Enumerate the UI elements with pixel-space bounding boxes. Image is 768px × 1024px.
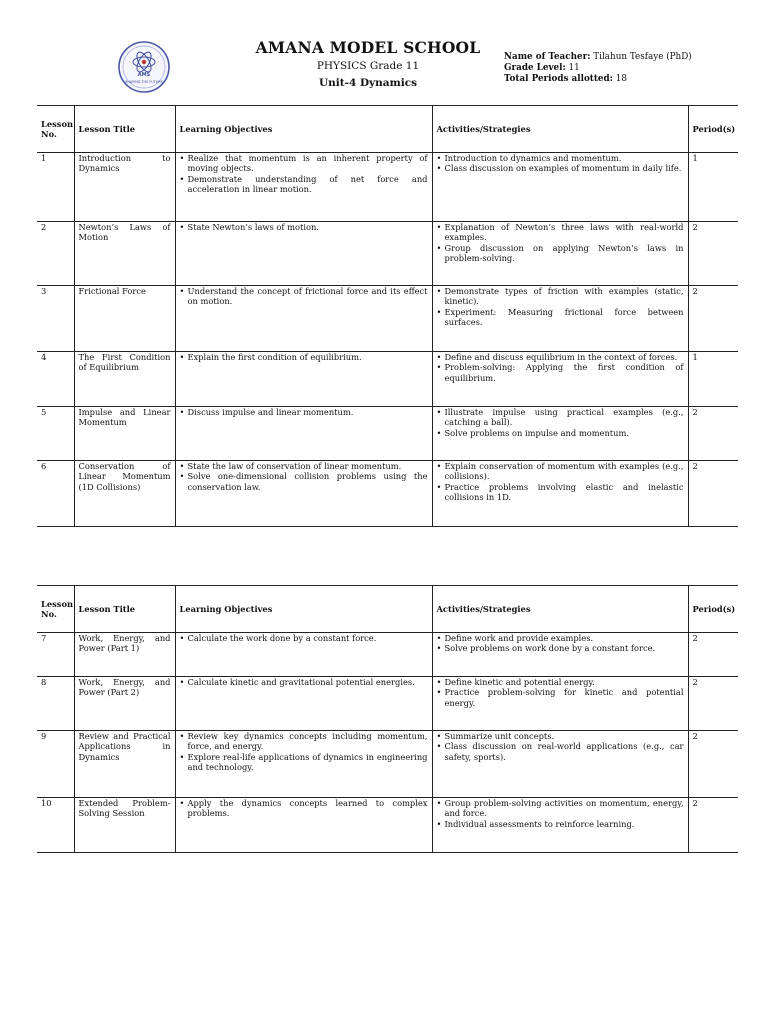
- list-item: • Explore real-life applications of dynamics in engineering and technology.: [180, 752, 428, 773]
- objectives-cell: [175, 461, 432, 527]
- periods-cell: 2: [688, 633, 738, 677]
- objectives-cell: [175, 222, 432, 286]
- periods-cell: 2: [688, 731, 738, 798]
- objectives-cell-list: [180, 286, 428, 307]
- list-item: • Understand the concept of frictional force and its effect on motion.: [180, 286, 428, 307]
- list-item: • Explanation of Newton’s three laws with real-world examples.: [437, 222, 684, 243]
- lesson-no-cell: 9: [37, 731, 74, 798]
- table-row: [37, 222, 738, 286]
- table-row: [37, 461, 738, 527]
- activities-cell: [432, 798, 688, 853]
- periods-cell: 1: [688, 352, 738, 407]
- lesson-title-cell: Extended Problem-Solving Session: [74, 798, 175, 853]
- objectives-cell: [175, 731, 432, 798]
- periods-cell: 2: [688, 798, 738, 853]
- list-item: • Solve problems on work done by a constant force.: [437, 643, 684, 653]
- teacher-line: [504, 52, 692, 63]
- table-row: [37, 352, 738, 407]
- objectives-cell: [175, 633, 432, 677]
- table-row: [37, 798, 738, 853]
- list-item: • Group problem-solving activities on momentum, energy, and force.: [437, 798, 684, 819]
- periods-cell: 2: [688, 677, 738, 731]
- lesson-no-cell: 6: [37, 461, 74, 527]
- list-item: • Solve one-dimensional collision problems using the conservation law.: [180, 471, 428, 492]
- svg-text:AMS: AMS: [137, 72, 151, 78]
- activities-cell: [432, 222, 688, 286]
- list-item: • Practice problem-solving for kinetic and potential energy.: [437, 687, 684, 708]
- teacher-value: Tilahun Tesfaye (PhD): [593, 52, 692, 62]
- list-item: • Experiment: Measuring frictional force between surfaces.: [437, 307, 684, 328]
- table-header-row: [37, 106, 738, 153]
- activities-cell: [432, 731, 688, 798]
- objectives-cell-list: [180, 633, 428, 643]
- lesson-title-cell: The First Condition of Equilibrium: [74, 352, 175, 407]
- teacher-label: Name of Teacher:: [504, 52, 591, 62]
- table-row: [37, 633, 738, 677]
- list-item: • Define and discuss equilibrium in the context of forces.: [437, 352, 684, 362]
- table-row: [37, 286, 738, 352]
- activities-cell-list: [437, 461, 684, 503]
- list-item: • Explain conservation of momentum with examples (e.g., collisions).: [437, 461, 684, 482]
- list-item: • Explain the first condition of equilibrium.: [180, 352, 428, 362]
- objectives-cell-list: [180, 352, 428, 362]
- lesson-title-cell: Review and Practical Applications in Dynamics: [74, 731, 175, 798]
- lesson-no-cell: 2: [37, 222, 74, 286]
- lesson-title-cell: Work, Energy, and Power (Part 1): [74, 633, 175, 677]
- activities-cell: [432, 407, 688, 461]
- activities-cell-list: [437, 731, 684, 762]
- periods-line: [504, 74, 692, 85]
- activities-cell: [432, 352, 688, 407]
- table-row: [37, 153, 738, 222]
- list-item: • Discuss impulse and linear momentum.: [180, 407, 428, 417]
- objectives-cell: [175, 286, 432, 352]
- list-item: • Define work and provide examples.: [437, 633, 684, 643]
- col-activities: Activities/Strategies: [432, 586, 688, 633]
- table-header-row: [37, 586, 738, 633]
- objectives-cell-list: [180, 461, 428, 492]
- objectives-cell-list: [180, 798, 428, 819]
- col-lesson-no: Lesson No.: [37, 586, 74, 633]
- school-logo-icon: [117, 40, 171, 94]
- activities-cell: [432, 677, 688, 731]
- activities-cell: [432, 153, 688, 222]
- list-item: • Demonstrate understanding of net force and acceleration in linear motion.: [180, 174, 428, 195]
- list-item: • Summarize unit concepts.: [437, 731, 684, 741]
- table-row: [37, 677, 738, 731]
- objectives-cell-list: [180, 677, 428, 687]
- list-item: • Class discussion on real-world applications (e.g., car safety, sports).: [437, 741, 684, 762]
- lesson-title-cell: Work, Energy, and Power (Part 2): [74, 677, 175, 731]
- periods-cell: 2: [688, 461, 738, 527]
- lesson-no-cell: 7: [37, 633, 74, 677]
- list-item: • Solve problems on impulse and momentum.: [437, 428, 684, 438]
- list-item: • Calculate the work done by a constant force.: [180, 633, 428, 643]
- list-item: • Define kinetic and potential energy.: [437, 677, 684, 687]
- col-activities: Activities/Strategies: [432, 106, 688, 153]
- periods-cell: 1: [688, 153, 738, 222]
- lesson-title-cell: Conservation of Linear Momentum (1D Collisions): [74, 461, 175, 527]
- subject-title: PHYSICS Grade 11: [316, 60, 420, 72]
- periods-value: 18: [615, 74, 627, 84]
- list-item: • Apply the dynamics concepts learned to complex problems.: [180, 798, 428, 819]
- lesson-no-cell: 1: [37, 153, 74, 222]
- objectives-cell-list: [180, 731, 428, 773]
- document-header: [0, 0, 768, 100]
- objectives-cell: [175, 352, 432, 407]
- col-objectives: Learning Objectives: [175, 106, 432, 153]
- objectives-cell: [175, 798, 432, 853]
- periods-cell: 2: [688, 407, 738, 461]
- activities-cell: [432, 461, 688, 527]
- activities-cell-list: [437, 222, 684, 264]
- list-item: • Practice problems involving elastic and inelastic collisions in 1D.: [437, 482, 684, 503]
- activities-cell: [432, 633, 688, 677]
- periods-cell: 2: [688, 286, 738, 352]
- lesson-no-cell: 8: [37, 677, 74, 731]
- col-lesson-title: Lesson Title: [74, 106, 175, 153]
- lesson-no-cell: 10: [37, 798, 74, 853]
- activities-cell-list: [437, 352, 684, 383]
- periods-label: Total Periods allotted:: [504, 74, 613, 84]
- school-name: AMANA MODEL SCHOOL: [255, 38, 481, 57]
- lesson-no-cell: 5: [37, 407, 74, 461]
- col-lesson-no: Lesson No.: [37, 106, 74, 153]
- lesson-plan-table-2: [37, 585, 738, 853]
- objectives-cell-list: [180, 153, 428, 195]
- table-row: [37, 731, 738, 798]
- grade-value: 11: [568, 63, 580, 73]
- activities-cell-list: [437, 153, 684, 174]
- col-periods: Period(s): [688, 586, 738, 633]
- col-lesson-title: Lesson Title: [74, 586, 175, 633]
- objectives-cell: [175, 407, 432, 461]
- list-item: • Problem-solving: Applying the first condition of equilibrium.: [437, 362, 684, 383]
- list-item: • Group discussion on applying Newton’s laws in problem-solving.: [437, 243, 684, 264]
- list-item: • Introduction to dynamics and momentum.: [437, 153, 684, 163]
- lesson-title-cell: Newton’s Laws of Motion: [74, 222, 175, 286]
- grade-label: Grade Level:: [504, 63, 566, 73]
- activities-cell-list: [437, 677, 684, 708]
- list-item: • Individual assessments to reinforce learning.: [437, 819, 684, 829]
- periods-cell: 2: [688, 222, 738, 286]
- list-item: • Review key dynamics concepts including momentum, force, and energy.: [180, 731, 428, 752]
- lesson-title-cell: Introduction to Dynamics: [74, 153, 175, 222]
- teacher-info: [504, 52, 692, 85]
- activities-cell-list: [437, 286, 684, 328]
- objectives-cell: [175, 153, 432, 222]
- objectives-cell-list: [180, 222, 428, 232]
- activities-cell-list: [437, 407, 684, 438]
- activities-cell-list: [437, 633, 684, 654]
- grade-line: [504, 63, 692, 74]
- lesson-title-cell: Frictional Force: [74, 286, 175, 352]
- unit-title: Unit-4 Dynamics: [319, 77, 417, 89]
- list-item: • Demonstrate types of friction with examples (static, kinetic).: [437, 286, 684, 307]
- list-item: • State the law of conservation of linear momentum.: [180, 461, 428, 471]
- activities-cell-list: [437, 798, 684, 829]
- objectives-cell-list: [180, 407, 428, 417]
- col-objectives: Learning Objectives: [175, 586, 432, 633]
- lesson-title-cell: Impulse and Linear Momentum: [74, 407, 175, 461]
- list-item: • Class discussion on examples of momentum in daily life.: [437, 163, 684, 173]
- list-item: • Calculate kinetic and gravitational potential energies.: [180, 677, 428, 687]
- list-item: • Illustrate impulse using practical examples (e.g., catching a ball).: [437, 407, 684, 428]
- objectives-cell: [175, 677, 432, 731]
- lesson-plan-table-1: [37, 105, 738, 527]
- table-row: [37, 407, 738, 461]
- activities-cell: [432, 286, 688, 352]
- lesson-no-cell: 4: [37, 352, 74, 407]
- svg-text:SHAPING THE FUTURE: SHAPING THE FUTURE: [125, 80, 163, 84]
- lesson-no-cell: 3: [37, 286, 74, 352]
- col-periods: Period(s): [688, 106, 738, 153]
- list-item: • State Newton’s laws of motion.: [180, 222, 428, 232]
- list-item: • Realize that momentum is an inherent property of moving objects.: [180, 153, 428, 174]
